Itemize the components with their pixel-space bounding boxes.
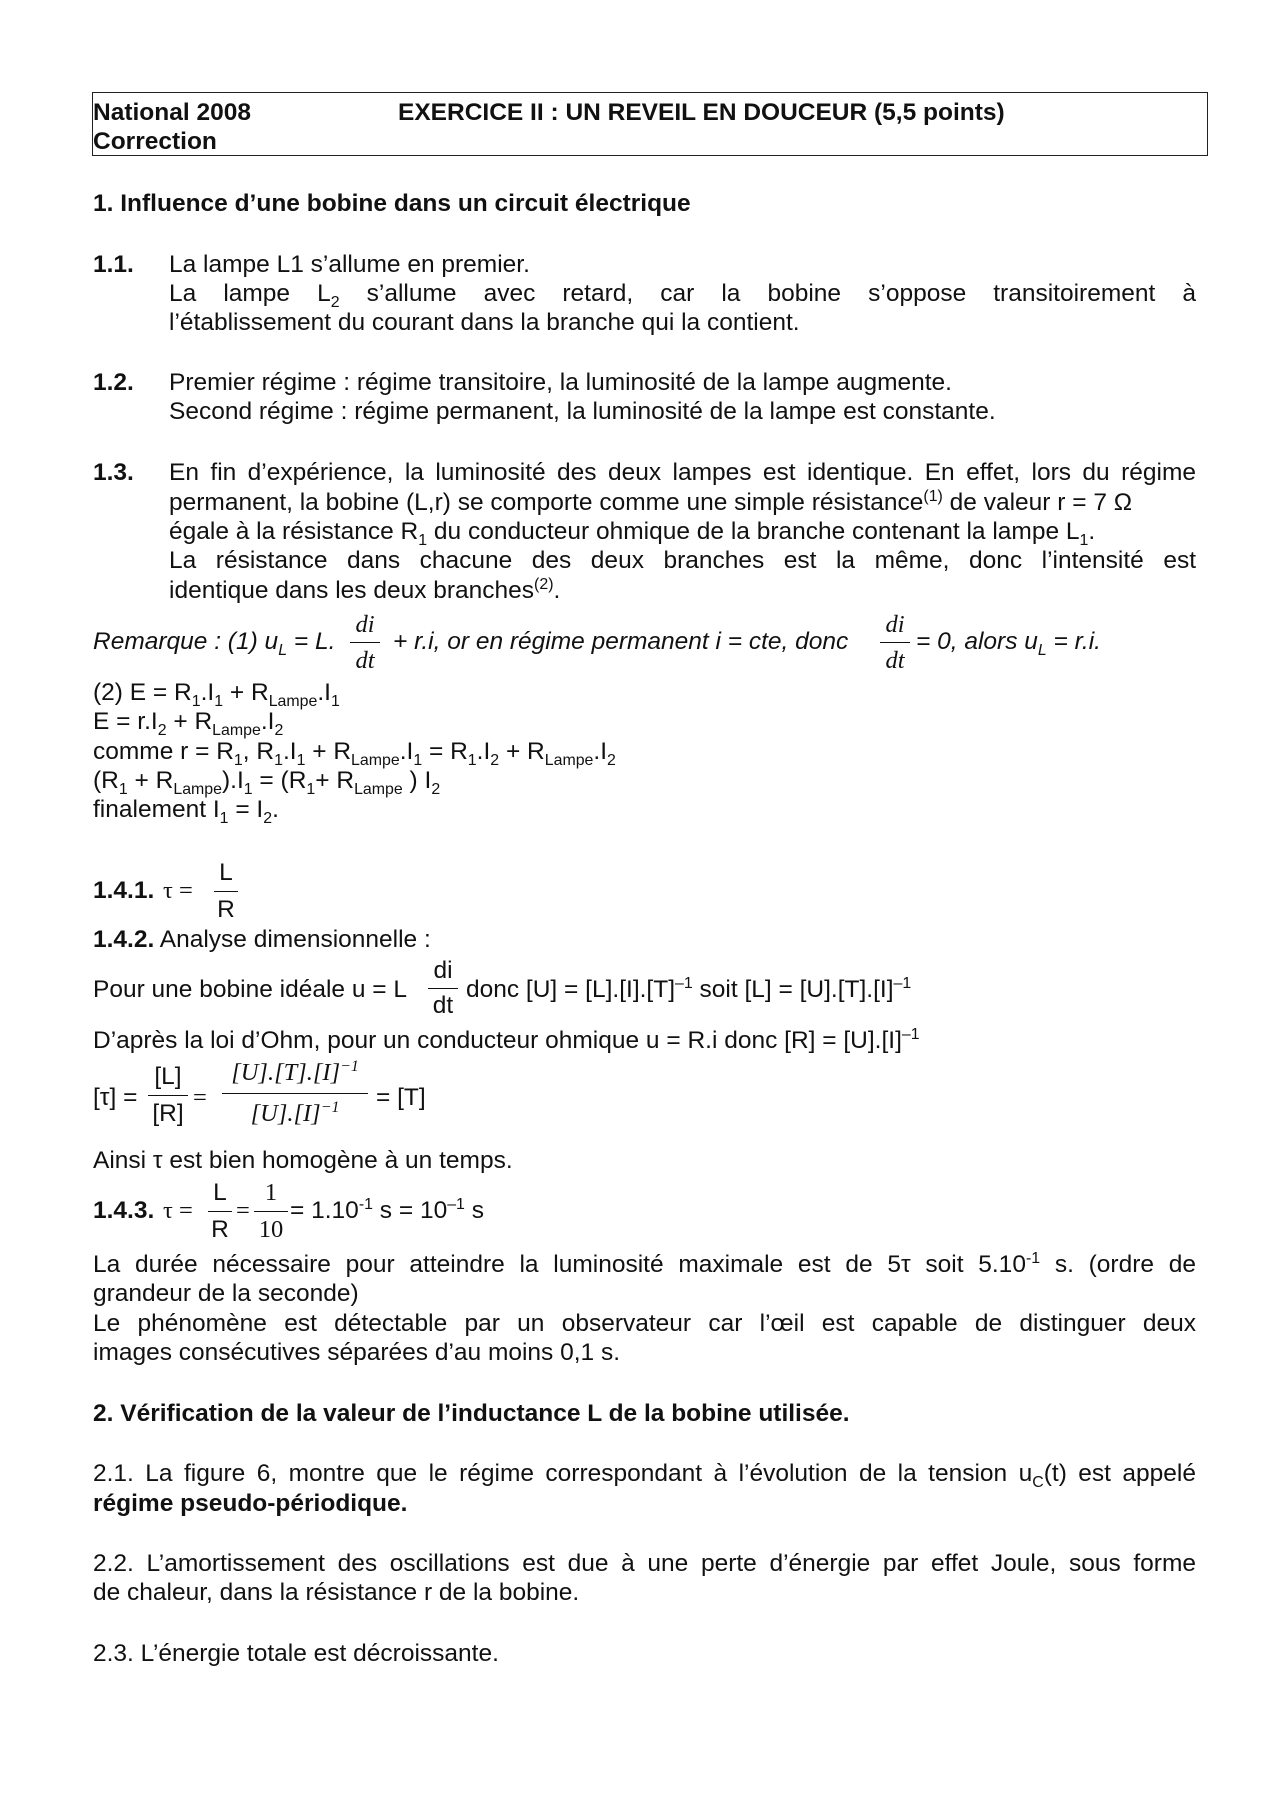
q142-rhs: = [T] xyxy=(376,1084,426,1111)
eq2-line3: comme $r = R_1$, $R_1.I_1 + R_{Lampe}.I_1 = R_1.I_2 + R_{Lampe}.I_2$ xyxy=(93,738,616,769)
eq2-line2: $E = r.I_2 + R_{Lampe}.I_2$ xyxy=(93,708,284,739)
remarque-part1: Remarque : (1) $u_L = L$. xyxy=(93,628,336,659)
q21-bold-answer: régime pseudo-périodique. xyxy=(93,1490,408,1517)
q13-number: 1.3. xyxy=(93,459,134,486)
document-page: National 2008 Correction EXERCICE II : UN REVEIL EN DOUCEUR (5,5 points) 1. Influence d’une bobine dans un circuit électrique 1.1. La lampe L1 s’allume en premier. La lampe $L_2$ s’allume avec retard, car la bobine s’oppose transitoirement à l’établissement du courant dans la branche qui la contient. 1.2. Premier régime : régime transitoire, la luminosité de la lampe augmente. Second régime : régime permanent, la luminosité de la lampe est constante. 1.3. En fin d’expérience, la luminosité des deux lampes est identique. En effet, lors du régime permanent, la bobine (L,r) se comporte comme une simple résistance$^{(1)}$ de valeur r = 7 Ω égale à la résistance $R_1$ du conducteur ohmique de la branche contenant la lampe $L_1$. La résistance dans chacune des deux branches est la même, donc l’intensité est identique dans les deux branches$^{(2)}$. Remarque : (1) $u_L = L$. di dt + r.i, or en régime permanent i = cte, donc di dt = 0, alors $u_L = r.i$. (2) $E = R_1.I_1 + R_{Lampe}.I_1$ $E = r.I_2 + R_{Lampe}.I_2$ comme $r = R_1$, $R_1.I_1 + R_{Lampe}.I_1 = R_1.I_2 + R_{Lampe}.I_2$ $(R_1 + R_{Lampe}).I_1 = (R_1+ R_{Lampe}$ ) $I_2$ finalement $I_1 = I_2$. 1.4.1. τ = L R 1.4.2. Analyse dimensionnelle : Pour une bobine idéale u = L di dt donc $[U] = [L].[I].[T]^{-1}$ soit $[L] = [U].[T].[I]^{-1}$ D’après la loi d’Ohm, pour un conducteur ohmique u = R.i donc $[R] = [U].[I]^{-1}$ [τ] = [L] [R] = $[U].[T].[I]^{-1}$ $[U].[I]^{-1}$ = [T] Ainsi τ est bien homogène à un temps. 1.4.3. τ = L R = 1 10 = $1.10^{-1}$ $s = 10^{-1}$ s La durée nécessaire pour atteindre la luminosité maximale est de 5τ soit $5.10^{-1}$ s. (ordre de grandeur de la seconde) Le phénomène est détectable par un observateur car l’œil est capable de distinguer deux images consécutives séparées d’au moins 0,1 s. 2. Vérification de la valeur de l’inductance L de la bobine utilisée. 2.1. La figure 6, montre que le régime correspondant à l’évolution de la tension $u_C(t)$ est appelé régime pseudo-périodique. 2.2. L’amortissement des oscillations est due à une perte d’énergie par effet Joule, sous forme de chaleur, dans la résistance r de la bobine. 2.3. L’énergie totale est décroissante. xyxy=(0,0,1280,1811)
q142-line1a: Pour une bobine idéale u = L xyxy=(93,976,407,1003)
q143-paragraph-line3: Le phénomène est détectable par un observateur car l’œil est capable de distinguer deux xyxy=(93,1310,1196,1337)
q142-heading: 1.4.2. Analyse dimensionnelle : xyxy=(93,926,431,953)
q142-equals: = xyxy=(193,1084,207,1111)
q13-line4: La résistance dans chacune des deux branches est la même, donc l’intensité est xyxy=(169,547,1196,574)
q23-line: 2.3. L’énergie totale est décroissante. xyxy=(93,1640,499,1667)
q141-tau: τ = xyxy=(163,877,193,904)
q142-line1b: donc $[U] = [L].[I].[T]^{-1}$ soit $[L] = [U].[T].[I]^{-1}$ xyxy=(466,974,912,1003)
section2-title: 2. Vérification de la valeur de l’inductance L de la bobine utilisée. xyxy=(93,1400,850,1427)
eq2-line1: (2) $E = R_1.I_1 + R_{Lampe}.I_1$ xyxy=(93,679,340,710)
q11-line1: La lampe L1 s’allume en premier. xyxy=(169,251,530,278)
q142-tau-lhs: [τ] = xyxy=(93,1084,138,1111)
q13-line3: égale à la résistance $R_1$ du conducteur ohmique de la branche contenant la lampe $L_1$. xyxy=(169,518,1096,549)
q143-result: = $1.10^{-1}$ $s = 10^{-1}$ s xyxy=(290,1195,484,1224)
q22-line2: de chaleur, dans la résistance r de la bobine. xyxy=(93,1579,580,1606)
section1-title: 1. Influence d’une bobine dans un circuit électrique xyxy=(93,190,691,217)
q142-conclusion: Ainsi τ est bien homogène à un temps. xyxy=(93,1147,513,1174)
q11-line3: l’établissement du courant dans la branche qui la contient. xyxy=(169,309,800,336)
q12-line1: Premier régime : régime transitoire, la luminosité de la lampe augmente. xyxy=(169,369,952,396)
q22-line1: 2.2. L’amortissement des oscillations est due à une perte d’énergie par effet Joule, sous forme xyxy=(93,1550,1196,1577)
q13-line1: En fin d’expérience, la luminosité des deux lampes est identique. En effet, lors du régime xyxy=(169,459,1196,486)
q12-number: 1.2. xyxy=(93,369,134,396)
q143-paragraph-line2: grandeur de la seconde) xyxy=(93,1280,359,1307)
q11-number: 1.1. xyxy=(93,251,134,278)
q21-line1: 2.1. La figure 6, montre que le régime correspondant à l’évolution de la tension $u_C(t)$ est appelé xyxy=(93,1460,1196,1491)
q13-line2: permanent, la bobine (L,r) se comporte comme une simple résistance$^{(1)}$ de valeur r = 7 Ω xyxy=(169,487,1133,516)
q142-line2: D’après la loi d’Ohm, pour un conducteur ohmique u = R.i donc $[R] = [U].[I]^{-1}$ xyxy=(93,1025,920,1054)
q13-line5: identique dans les deux branches$^{(2)}$. xyxy=(169,575,561,604)
header-title: EXERCICE II : UN REVEIL EN DOUCEUR (5,5 points) xyxy=(398,99,1005,126)
remarque-part3: = 0, alors $u_L = r.i$. xyxy=(916,628,1101,659)
header-year: National 2008 xyxy=(93,99,251,126)
q143-paragraph-line1: La durée nécessaire pour atteindre la luminosité maximale est de 5τ soit $5.10^{-1}$ s. (ordre de xyxy=(93,1249,1197,1278)
header-correction: Correction xyxy=(93,128,217,155)
q143-tau: τ = xyxy=(163,1197,193,1224)
q141-number: 1.4.1. xyxy=(93,877,155,904)
q143-number: 1.4.3. xyxy=(93,1197,155,1224)
remarque-part2: + r.i, or en régime permanent i = cte, donc xyxy=(393,628,849,655)
q143-paragraph-line4: images consécutives séparées d’au moins 0,1 s. xyxy=(93,1339,621,1366)
q11-line2: La lampe $L_2$ s’allume avec retard, car la bobine s’oppose transitoirement à xyxy=(169,280,1196,311)
eq2-line5: finalement $I_1 = I_2$. xyxy=(93,796,279,827)
q12-line2: Second régime : régime permanent, la luminosité de la lampe est constante. xyxy=(169,398,996,425)
q143-equals: = xyxy=(236,1197,250,1224)
eq2-line4: $(R_1 + R_{Lampe}).I_1 = (R_1+ R_{Lampe}$ ) $I_2$ xyxy=(93,767,441,798)
